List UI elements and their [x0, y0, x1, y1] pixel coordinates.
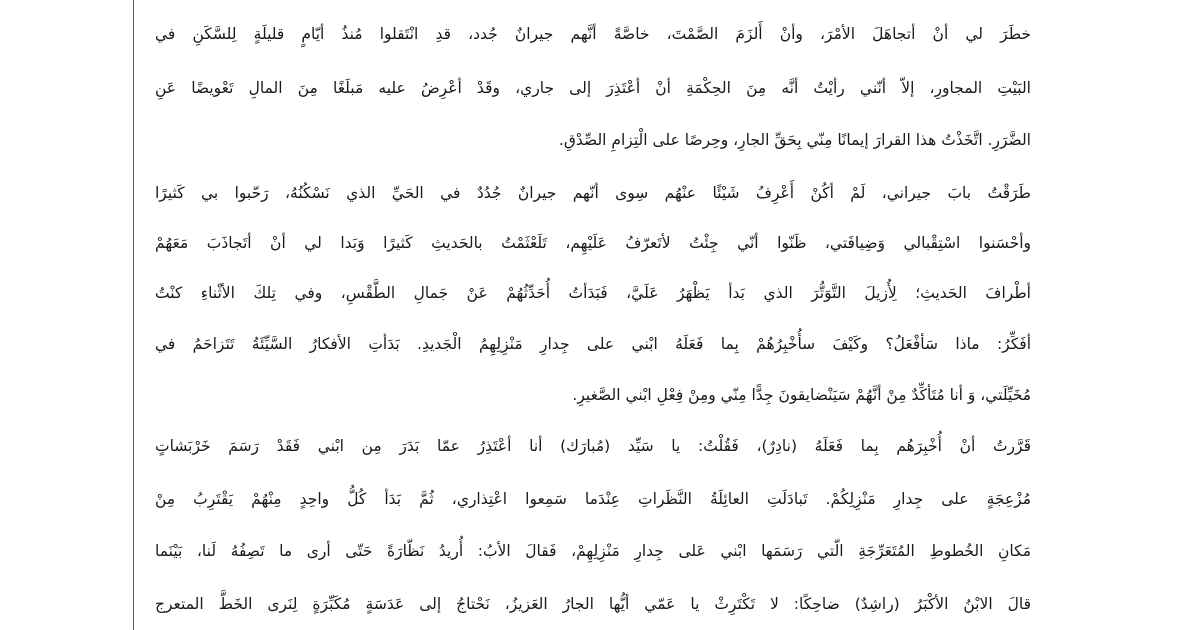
page-margin-line [133, 0, 134, 630]
text-line: خطَرَ لي أنْ أتجاهَلَ الأمْرَ، وأنْ أَلزَمَ الصَّمْتَ، خاصَّةً أنَّهم جيرانٌ جُدد، قدِ انْتَقلوا مُنذُ أيّامٍ قليلَةٍ لِلسَّكَنِ في [155, 25, 1031, 43]
text-line: قالَ الابْنُ الأكْبَرُ (راشِدٌ) ضاحِكًا: لا تَكْتَرِثْ يا عَمّي أيُّها الجارُ العَزيزُ، نَحْتاجُ إلى عَدَسَةٍ مُكَبِّرَةٍ لِنَرى الخَطَّ المتعرج [155, 595, 1031, 613]
text-line: أفَكِّرُ: ماذا سَأفْعَلُ؟ وكَيْفَ سأُخْبِرُهُمْ بِما فَعَلَهُ ابْني على جِدارِ مَنْزِلِهِمُ الْجَديدِ. بَدَأتِ الأفكارُ السَّيِّئَةُ تَتَزاحَمُ في [155, 335, 1031, 353]
text-line: الضَّرَرِ. اتَّخَذْتُ هذا القرارَ إيمانًا مِنّي بِحَقِّ الجارِ، وحِرصًا على الْتِزامِ الصِّدْقِ. [558, 131, 1031, 149]
text-line: أطْرافَ الحَديثِ؛ لِأُزيلَ التَّوَتُّرَ الذي بَدأ يَظْهَرُ عَلَيَّ، فَبَدَأتُ أُحَدِّثُهُمْ عَنْ جَمالِ الطَّقْسِ، وفي تِلكَ الأثْناءِ كنْتُ [155, 284, 1031, 302]
text-line: البَيْتِ المجاورِ، إلاّ أنّني رأيْتُ أنَّه مِنَ الحِكْمَةِ أنْ أعْتَذِرَ إلى جاري، وقَدْ أعْرِضُ عليه مَبلَغًا مِنَ المالِ تَعْويضًا عَنِ [155, 79, 1031, 97]
text-line: طَرَقْتُ بابَ جيراني، لَمْ أكُنْ أَعْرِفُ شَيْئًا عنْهُم سِوى أنّهم جيرانٌ جُدُدٌ في الحَيِّ الذي نَسْكُنُهُ، رَحّبوا بي كَثيرًا [155, 184, 1031, 202]
text-line: مُزْعِجَةٍ على جِدارِ مَنْزِلِكُمْ. تَبادَلَتِ العائِلَةُ النَّظَراتِ عِنْدَما سَمِعوا اعْتِذاري، ثُمَّ بَدَأ كُلُّ واحِدٍ مِنْهُمْ يَقْتَرِبُ مِنْ [155, 490, 1031, 508]
text-line: قَرَّرتُ أنْ أُخْبِرَهُم بِما فَعَلَهُ (نادِرٌ)، فَقُلْتُ: يا سَيِّد (مُبارَك) أنا أعْتَذِرُ عمّا بَدَرَ مِن ابْني فَقَدْ رَسَمَ خَرْبَشاتٍ [155, 437, 1031, 455]
text-line: مُخَيِّلَتي، وَ أنا مُتَأكِّدٌ مِنْ أنَّهُمْ سَيَنْضايقونَ جِدًّا مِنّي ومِنْ فِعْلِ ابْني الصَّغيرِ. [572, 386, 1031, 404]
text-line: وأحْسَنوا اسْتِقْبالي وَضِيافَتي، ظَنّوا أنّي جِئْتُ لأتَعرّفُ عَلَيْهِم، تَلَعْثَمْتُ بالحَديثِ كَثيرًا وَبَدا لي أنْ أتَجاذَبَ مَعَهُمْ [155, 234, 1031, 252]
text-line: مَكانِ الخُطوطِ المُتَعَرِّجَةِ الّتي رَسَمَها ابْني عَلى جِدارِ مَنْزِلِهِمْ، فَقالَ الأبُ: أُريدُ نَظّارَةً حَتّى أرى ما تَصِفُهُ لَنا، بَيْنَما [155, 542, 1031, 560]
